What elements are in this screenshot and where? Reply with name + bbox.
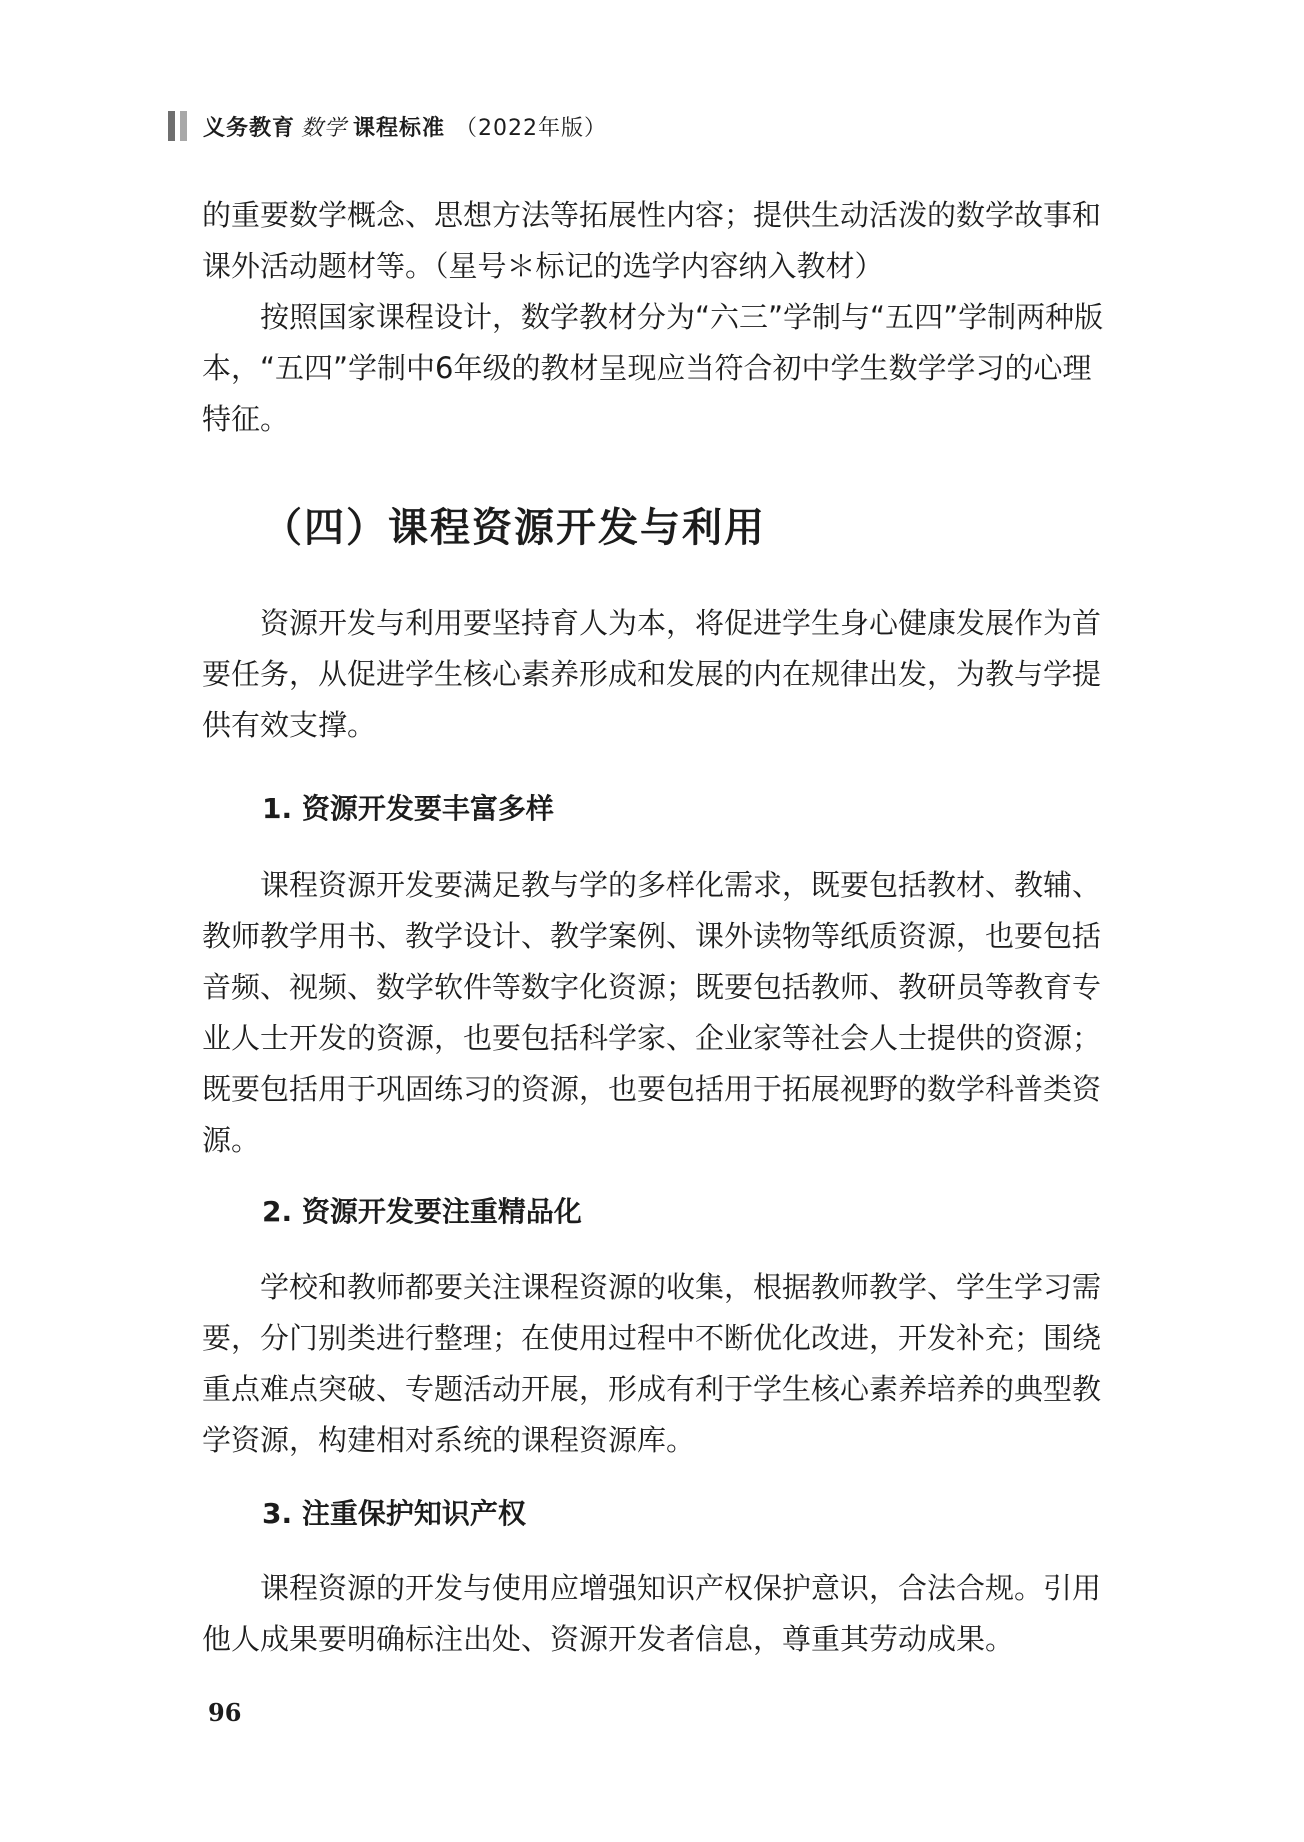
subsection-body (202, 1563, 1110, 1665)
subsection-heading: 1. 资源开发要丰富多样 (262, 792, 554, 825)
paragraph: 课程资源的开发与使用应增强知识产权保护意识，合法合规。引用他人成果要明确标注出处、资源开发者信息，尊重其劳动成果。 (202, 1571, 1102, 1656)
paragraph: 按照国家课程设计，数学教材分为“六三”学制与“五四”学制两种版本，“五四”学制中6年级的教材呈现应当符合初中学生数学学习的心理特征。 (202, 300, 1104, 436)
header-bar-mark (168, 111, 187, 141)
subsection-body (202, 860, 1110, 1166)
section-intro (202, 598, 1110, 751)
top-text (202, 190, 1110, 445)
header-edition: （2022年版） (455, 115, 608, 141)
section-heading: （四）课程资源开发与利用 (262, 505, 766, 551)
header-subtitle: 课程标准 (353, 115, 446, 141)
header-title (203, 111, 607, 142)
paragraph: 课程资源开发要满足教与学的多样化需求，既要包括教材、教辅、教师教学用书、教学设计、教学案例、课外读物等纸质资源，也要包括音频、视频、数学软件等数字化资源；既要包括教师、教研员等教育专业人士开发的资源，也要包括科学家、企业家等社会人士提供的资源；既要包括用于巩固练习的资源，也要包括用于拓展视野的数学科普类资源。 (202, 868, 1102, 1157)
paragraph: 资源开发与利用要坚持育人为本，将促进学生身心健康发展作为首要任务，从促进学生核心素养形成和发展的内在规律出发，为教与学提供有效支撑。 (202, 606, 1102, 742)
subsection-heading: 3. 注重保护知识产权 (262, 1497, 526, 1530)
page-number: 96 (208, 1698, 242, 1727)
subsection-body (202, 1262, 1110, 1466)
paragraph: 的重要数学概念、思想方法等拓展性内容；提供生动活泼的数学故事和课外活动题材等。（星号＊标记的选学内容纳入教材） (202, 198, 1102, 283)
header-title-main: 义务教育 (203, 115, 296, 141)
running-header (168, 106, 607, 146)
subsection-heading: 2. 资源开发要注重精品化 (262, 1195, 582, 1228)
header-subject: 数学 (301, 115, 348, 141)
paragraph: 学校和教师都要关注课程资源的收集，根据教师教学、学生学习需要，分门别类进行整理；在使用过程中不断优化改进，开发补充；围绕重点难点突破、专题活动开展，形成有利于学生核心素养培养的典型教学资源，构建相对系统的课程资源库。 (202, 1270, 1102, 1457)
